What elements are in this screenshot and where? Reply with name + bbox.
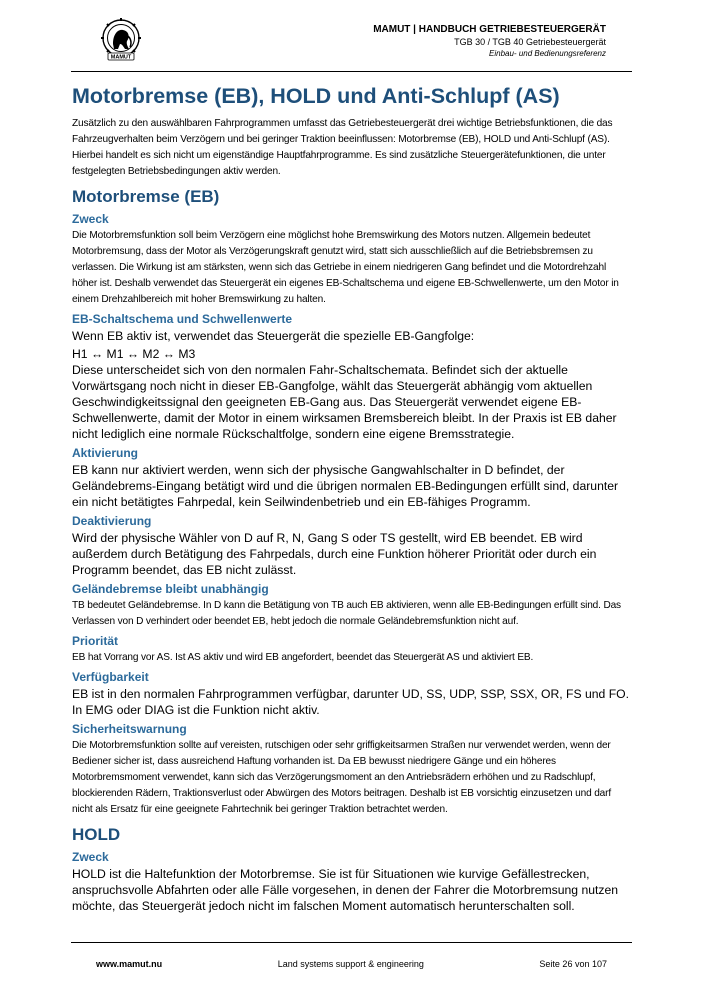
- svg-text:MAMUT: MAMUT: [110, 54, 132, 61]
- subheading-eb-warnung: Sicherheitswarnung: [72, 722, 187, 736]
- header-subtitle-2: Einbau- und Bedienungsreferenz: [489, 49, 606, 58]
- subheading-eb-schema: EB-Schaltschema und Schwellenwerte: [72, 312, 293, 326]
- subheading-hold-zweck: Zweck: [72, 850, 109, 864]
- subheading-eb-aktivierung: Aktivierung: [72, 446, 139, 460]
- header-divider: [71, 71, 632, 72]
- footer-url: www.mamut.nu: [96, 959, 163, 969]
- page-number: Seite 26 von 107: [539, 959, 607, 969]
- subheading-eb-gelaende: Geländebremse bleibt unabhängig: [72, 582, 269, 596]
- footer-tagline: Land systems support & engineering: [277, 959, 424, 969]
- section-heading-hold: HOLD: [72, 825, 121, 844]
- paragraph-eb-deaktivierung: Wird der physische Wähler von D auf R, N, Gang S oder TS gestellt, wird EB beendet. EB wird außerdem durch Betätigung des Fahrpedals, durch eine Funktion höherer Priorität oder durch ein Programm beendet, das EB nicht zulässt.: [72, 531, 597, 577]
- paragraph-eb-schema-2: Diese unterscheidet sich von den normalen Fahr-Schaltschemata. Befindet sich der aktuelle Vorwärtsgang noch nicht in dieser EB-Gangfolge, wählt das Steuergerät abhängig vom aktuellen Geschwindigkeitssignal den geeigneten EB-Gang aus. Das Steuergerät verwendet eigene EB-Schwellenwerte, damit der Motor in einem wirksamen Bremsbereich bleibt. In der Praxis ist EB daher nicht lediglich eine normale Rückschaltfolge, sondern eine eigene Bremsstrategie.: [72, 363, 617, 441]
- footer-divider: [71, 942, 632, 943]
- paragraph-eb-aktivierung: EB kann nur aktiviert werden, wenn sich der physische Gangwahlschalter in D befindet, der Geländebrems-Eingang betätigt wird und die übrigen normalen EB-Bedingungen erfüllt sind, darunter ein nicht betätigtes Fahrpedal, kein Seilwindenbetrieb und ein EB-fähiges Programm.: [72, 463, 619, 509]
- subheading-eb-deaktivierung: Deaktivierung: [72, 514, 152, 528]
- paragraph-hold-zweck: HOLD ist die Haltefunktion der Motorbremse. Sie ist für Situationen wie kurvige Gefällestrecken, anspruchsvolle Abfahrten oder alle Fälle vorgesehen, in denen der Fahrer die Motorbremsung nutzen möchte, das Steuergerät jedoch nicht im falschen Moment automatisch herunterschalten soll.: [72, 867, 619, 913]
- company-logo: [96, 17, 146, 61]
- page-content: [72, 83, 632, 914]
- section-heading-eb: Motorbremse (EB): [72, 187, 220, 206]
- gear-sequence: H1 ↔ M1 ↔ M2 ↔ M3: [72, 347, 196, 361]
- page-footer: [96, 959, 607, 969]
- page-title: Motorbremse (EB), HOLD und Anti-Schlupf (AS): [72, 84, 560, 108]
- intro-paragraph: Zusätzlich zu den auswählbaren Fahrprogrammen umfasst das Getriebesteuergerät drei wichtige Betriebsfunktionen, die das Fahrzeugverhalten beim Verzögern und bei geringer Traktion beeinflussen: Motorbremse (EB), HOLD und Anti-Schlupf (AS). Hierbei handelt es sich nicht um eigenständige Hauptfahrprogramme. Es sind zusätzliche Steuergerätefunktionen, die unter festgelegten Betriebsbedingungen aktiv werden.: [72, 118, 613, 177]
- paragraph-eb-warnung: Die Motorbremsfunktion sollte auf vereisten, rutschigen oder sehr griffigkeitsarmen Straßen nur verwendet werden, wenn der Bediener sicher ist, dass ausreichend Haftung vorhanden ist. Da EB bewusst niedrigere Gänge und ein höheres Motorbremsmoment verwendet, kann sich das Verzögerungsmoment an den Antriebsrädern erhöhen und zu Radschlupf, blockierenden Rädern, Traktionsverlust oder Abwürgen des Motors beitragen. Deshalb ist EB vorsichtig einzusetzen und darf nicht als Ersatz für eine geeignete Fahrtechnik bei geringer Traktion betrachtet werden.: [72, 740, 611, 815]
- header-subtitle: TGB 30 / TGB 40 Getriebesteuergerät: [454, 37, 606, 47]
- header-title: MAMUT | HANDBUCH GETRIEBESTEUERGERÄT: [373, 24, 606, 35]
- subheading-eb-verfuegbarkeit: Verfügbarkeit: [72, 670, 149, 684]
- paragraph-eb-schema-1: Wenn EB aktiv ist, verwendet das Steuergerät die spezielle EB-Gangfolge:: [72, 329, 475, 343]
- paragraph-eb-gelaende: TB bedeutet Geländebremse. In D kann die Betätigung von TB auch EB aktivieren, wenn alle EB-Bedingungen erfüllt sind. Das Verlassen von D verhindert oder beendet EB, hebt jedoch die normale Geländebremsfunktion nicht auf.: [72, 600, 621, 627]
- paragraph-eb-verfuegbarkeit: EB ist in den normalen Fahrprogrammen verfügbar, darunter UD, SS, UDP, SSP, SSX, OR, FS und FO. In EMG oder DIAG ist die Funktion nicht aktiv.: [72, 687, 630, 717]
- subheading-eb-prioritaet: Priorität: [72, 634, 119, 648]
- subheading-eb-zweck: Zweck: [72, 212, 109, 226]
- paragraph-eb-prioritaet: EB hat Vorrang vor AS. Ist AS aktiv und wird EB angefordert, beendet das Steuergerät AS und aktiviert EB.: [72, 652, 534, 663]
- paragraph-eb-zweck: Die Motorbremsfunktion soll beim Verzögern eine möglichst hohe Bremswirkung des Motors nutzen. Allgemein bedeutet Motorbremsung, dass der Motor als Verzögerungskraft genutzt wird, statt sich ausschließlich auf die Betriebsbremsen zu verlassen. Die Wirkung ist am stärksten, wenn sich das Getriebe in einem niedrigeren Gang befindet und die Motordrehzahl höher ist. Deshalb verwendet das Steuergerät ein eigenes EB-Schaltschema und eigene EB-Schwellenwerte, um den Motor in einem Drehzahlbereich mit hoher Bremswirkung zu halten.: [72, 230, 619, 305]
- page-header: [373, 24, 606, 60]
